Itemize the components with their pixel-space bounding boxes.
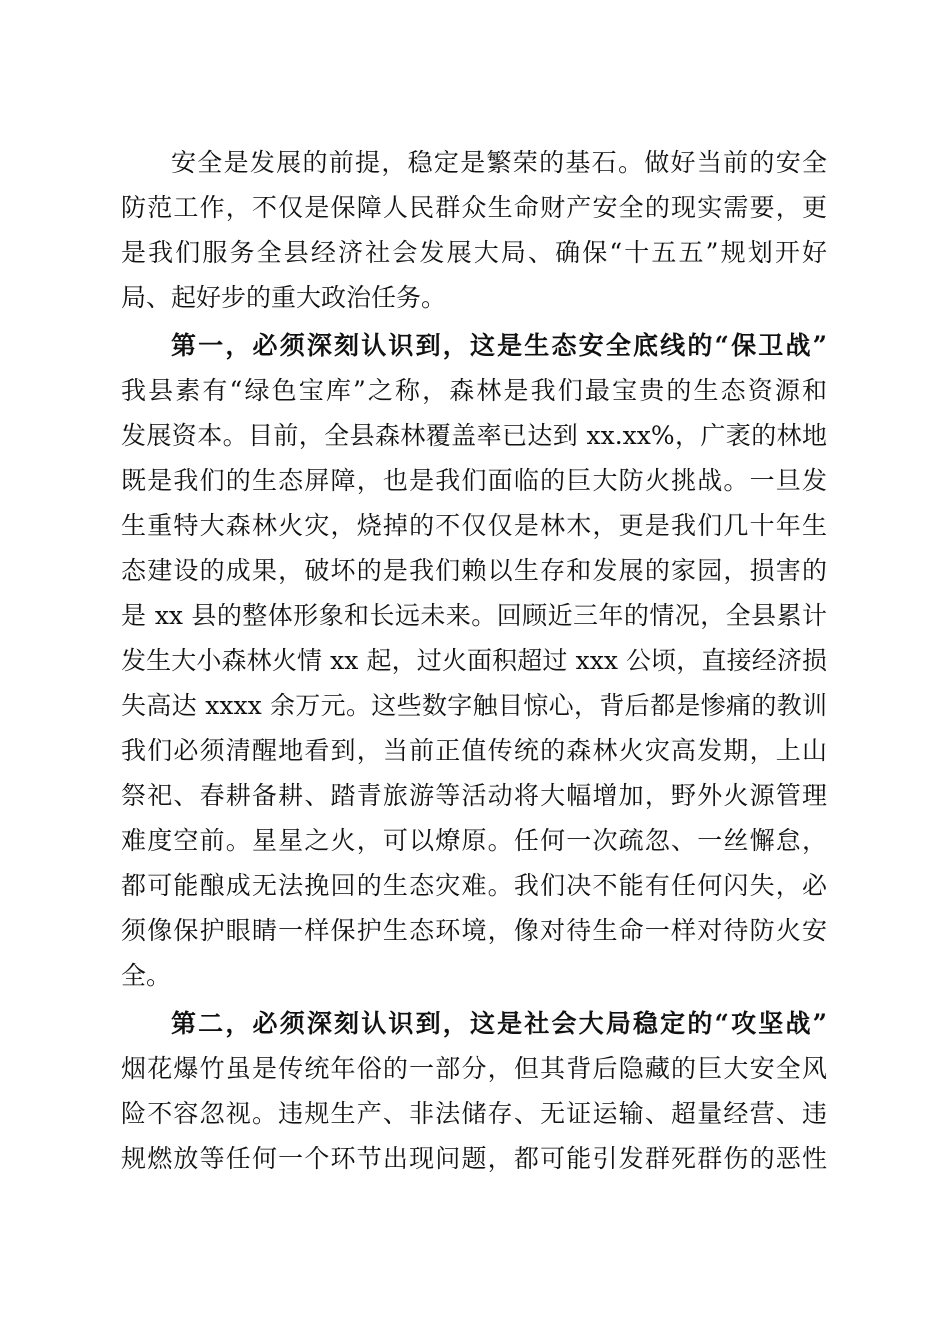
- section-one-line-5: 态建设的成果，破坏的是我们赖以生存和发展的家园，损害的: [121, 556, 827, 585]
- intro-line-3: 是我们服务全县经济社会发展大局、确保“十五五”规划开好: [121, 238, 827, 267]
- section-two-line-1: 烟花爆竹虽是传统年俗的一部分，但其背后隐藏的巨大安全风: [121, 1054, 827, 1083]
- intro-line-1: 安全是发展的前提，稳定是繁荣的基石。做好当前的安全: [171, 148, 827, 177]
- section-one-line-4: 生重特大森林火灾，烧掉的不仅仅是林木，更是我们几十年生: [121, 511, 827, 540]
- document-body: [121, 140, 827, 1181]
- section-one-line-9: 我们必须清醒地看到，当前正值传统的森林火灾高发期，上山: [121, 736, 827, 765]
- section-one-line-14: 全。: [121, 961, 172, 990]
- section-one-line-1: 我县素有“绿色宝库”之称，森林是我们最宝贵的生态资源和: [121, 376, 827, 405]
- intro-line-4: 局、起好步的重大政治任务。: [121, 283, 447, 312]
- section-one-line-3: 既是我们的生态屏障，也是我们面临的巨大防火挑战。一旦发: [121, 466, 827, 495]
- section-one-line-10: 祭祀、春耕备耕、踏青旅游等活动将大幅增加，野外火源管理: [121, 781, 827, 810]
- intro-line-2: 防范工作，不仅是保障人民群众生命财产安全的现实需要，更: [121, 193, 827, 222]
- section-one-line-11: 难度空前。星星之火，可以燎原。任何一次疏忽、一丝懈怠，: [121, 826, 827, 855]
- section-two-line-3: 规燃放等任何一个环节出现问题，都可能引发群死群伤的恶性: [121, 1144, 827, 1173]
- section-one-line-7: 发生大小森林火情 xx 起，过火面积超过 xxx 公顷，直接经济损: [121, 646, 827, 675]
- section-one-heading: 第一，必须深刻认识到，这是生态安全底线的“保卫战”: [171, 331, 827, 360]
- section-two-heading: 第二，必须深刻认识到，这是社会大局稳定的“攻坚战”: [171, 1009, 827, 1038]
- section-one-line-8: 失高达 xxxx 余万元。这些数字触目惊心，背后都是惨痛的教训: [121, 691, 827, 720]
- section-two-line-2: 险不容忽视。违规生产、非法储存、无证运输、超量经营、违: [121, 1099, 827, 1128]
- section-one-line-6: 是 xx 县的整体形象和长远未来。回顾近三年的情况，全县累计: [121, 601, 827, 630]
- section-one-line-12: 都可能酿成无法挽回的生态灾难。我们决不能有任何闪失，必: [121, 871, 827, 900]
- section-one-line-2: 发展资本。目前，全县森林覆盖率已达到 xx.xx%，广袤的林地: [121, 421, 827, 450]
- section-one-line-13: 须像保护眼睛一样保护生态环境，像对待生命一样对待防火安: [121, 916, 827, 945]
